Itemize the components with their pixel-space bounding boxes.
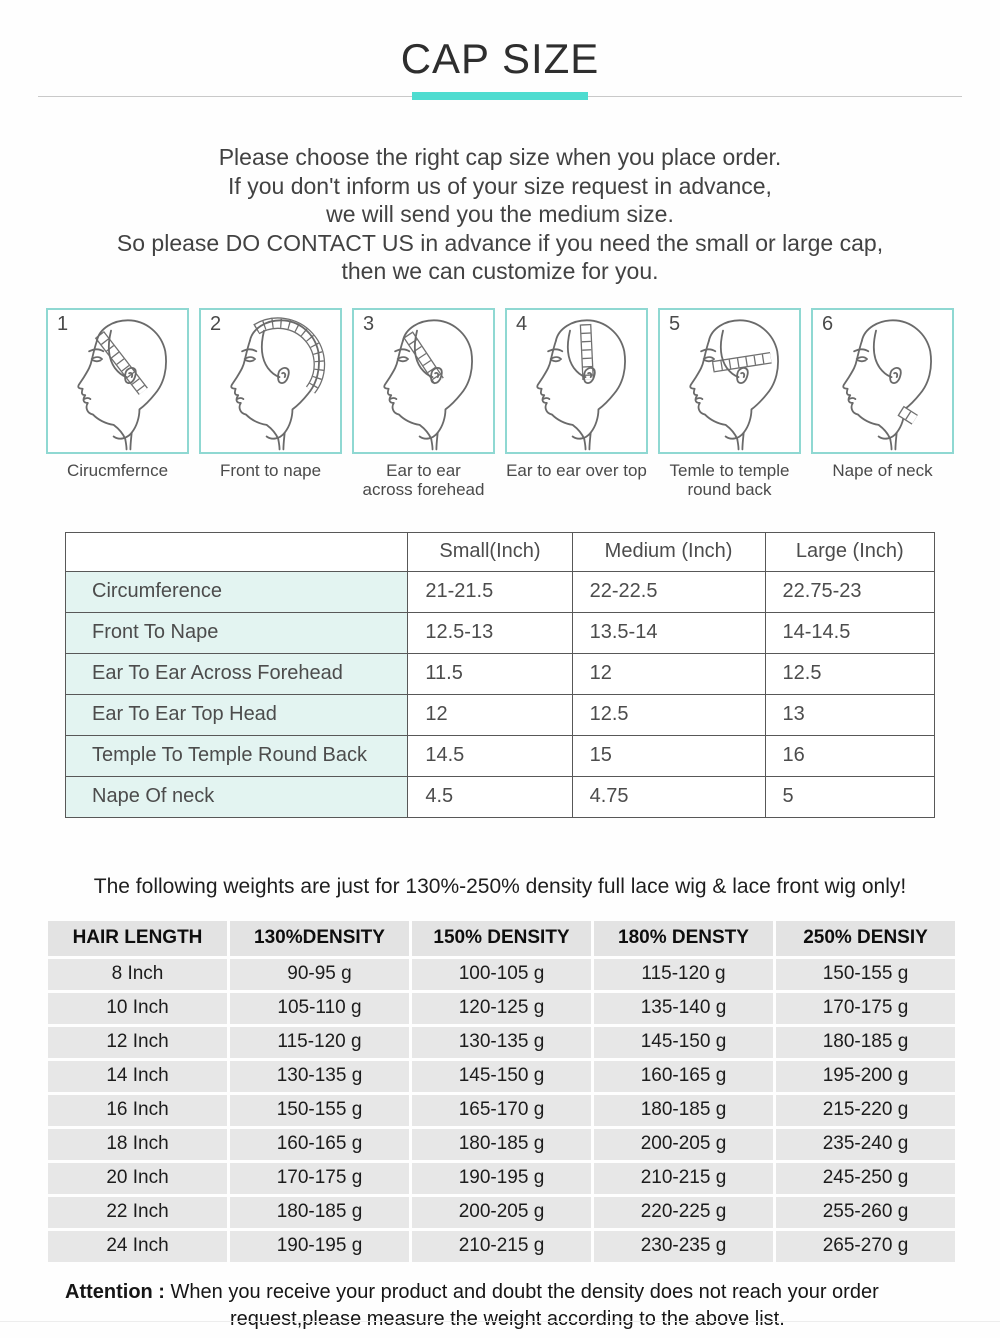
weight-value: 210-215 g xyxy=(594,1163,773,1194)
diagram-temple-to-temple xyxy=(658,308,801,499)
diagram-label: Cirucmfernce xyxy=(66,460,169,480)
size-table-column-header: Small(Inch) xyxy=(408,532,572,571)
weight-table-row xyxy=(48,1129,955,1160)
title-accent-bar xyxy=(412,92,588,100)
weight-table-row xyxy=(48,959,955,990)
weight-row-length: 22 Inch xyxy=(48,1197,227,1228)
head-diagram-3 xyxy=(352,308,495,454)
attention-label: Attention : xyxy=(65,1280,165,1303)
weight-value: 100-105 g xyxy=(412,959,591,990)
intro-line: If you don't inform us of your size request in advance, xyxy=(228,172,772,199)
weight-value: 120-125 g xyxy=(412,993,591,1024)
weight-table-row xyxy=(48,1061,955,1092)
head-profile-circumference-illustration xyxy=(48,310,187,452)
weight-value: 210-215 g xyxy=(412,1231,591,1262)
size-value-large: 22.75-23 xyxy=(765,571,934,612)
weight-value: 220-225 g xyxy=(594,1197,773,1228)
head-diagram-5 xyxy=(658,308,801,454)
intro-text xyxy=(0,143,1000,286)
diagram-label: Ear to ear across forehead xyxy=(362,460,485,499)
size-value-large: 5 xyxy=(765,776,934,817)
diagram-ear-to-ear-over-top xyxy=(505,308,648,480)
size-row-label: Nape Of neck xyxy=(66,776,408,817)
size-table-header-row xyxy=(66,532,935,571)
head-profile-over-top-illustration xyxy=(507,310,646,452)
diagram-ear-to-ear-forehead xyxy=(352,308,495,499)
weight-table xyxy=(45,918,958,1265)
weight-row-length: 16 Inch xyxy=(48,1095,227,1126)
weight-value: 190-195 g xyxy=(230,1231,409,1262)
intro-line: So please DO CONTACT US in advance if you need the small or large cap, xyxy=(116,229,884,256)
size-table-row xyxy=(66,694,935,735)
intro-line: Please choose the right cap size when you place order. xyxy=(218,144,782,170)
diagram-front-to-nape xyxy=(199,308,342,480)
size-table-row xyxy=(66,776,935,817)
attention-note xyxy=(65,1279,952,1333)
weight-note: The following weights are just for 130%-250% density full lace wig & lace front wig only! xyxy=(93,874,907,898)
size-row-label: Ear To Ear Top Head xyxy=(66,694,408,735)
head-profile-front-nape-illustration xyxy=(201,310,340,452)
diagram-number: 1 xyxy=(57,312,69,335)
diagram-label: Nape of neck xyxy=(832,460,933,480)
weight-value: 170-175 g xyxy=(776,993,955,1024)
weight-value: 165-170 g xyxy=(412,1095,591,1126)
size-value-small: 12.5-13 xyxy=(408,612,572,653)
measurement-diagrams xyxy=(46,308,954,499)
weight-table-row xyxy=(48,1163,955,1194)
size-value-large: 14-14.5 xyxy=(765,612,934,653)
size-value-medium: 15 xyxy=(572,735,765,776)
head-profile-ear-forehead-illustration xyxy=(354,310,493,452)
weight-value: 150-155 g xyxy=(776,959,955,990)
size-table-row xyxy=(66,653,935,694)
weight-table-header-row xyxy=(48,921,955,956)
size-value-medium: 12.5 xyxy=(572,694,765,735)
weight-value: 115-120 g xyxy=(230,1027,409,1058)
weight-value: 160-165 g xyxy=(594,1061,773,1092)
size-value-small: 12 xyxy=(408,694,572,735)
diagram-number: 3 xyxy=(363,312,375,335)
weight-value: 90-95 g xyxy=(230,959,409,990)
attention-text: When you receive your product and doubt the density does not reach your order request,please measure the weight according to the above list. xyxy=(170,1280,879,1330)
size-table-column-header: Large (Inch) xyxy=(765,532,934,571)
diagram-number: 6 xyxy=(822,312,834,335)
weight-value: 230-235 g xyxy=(594,1231,773,1262)
diagram-label: Temle to temple round back xyxy=(669,460,790,499)
weight-column-header: 130%DENSITY xyxy=(230,921,409,956)
size-row-label: Ear To Ear Across Forehead xyxy=(66,653,408,694)
weight-column-header: 250% DENSIY xyxy=(776,921,955,956)
diagram-number: 2 xyxy=(210,312,222,335)
intro-line: then we can customize for you. xyxy=(341,258,659,284)
weight-table-row xyxy=(48,1231,955,1262)
size-table-column-header: Medium (Inch) xyxy=(572,532,765,571)
weight-column-header: HAIR LENGTH xyxy=(48,921,227,956)
weight-value: 130-135 g xyxy=(230,1061,409,1092)
title-divider xyxy=(38,96,962,97)
weight-table-body xyxy=(48,921,955,1262)
diagram-number: 4 xyxy=(516,312,528,335)
diagram-number: 5 xyxy=(669,312,681,335)
weight-row-length: 24 Inch xyxy=(48,1231,227,1262)
weight-value: 180-185 g xyxy=(230,1197,409,1228)
size-value-small: 21-21.5 xyxy=(408,571,572,612)
weight-value: 265-270 g xyxy=(776,1231,955,1262)
head-diagram-2 xyxy=(199,308,342,454)
weight-value: 235-240 g xyxy=(776,1129,955,1160)
size-value-small: 11.5 xyxy=(408,653,572,694)
weight-row-length: 14 Inch xyxy=(48,1061,227,1092)
weight-row-length: 8 Inch xyxy=(48,959,227,990)
weight-row-length: 12 Inch xyxy=(48,1027,227,1058)
weight-value: 135-140 g xyxy=(594,993,773,1024)
size-table-row xyxy=(66,735,935,776)
weight-value: 245-250 g xyxy=(776,1163,955,1194)
intro-line: we will send you the medium size. xyxy=(326,201,674,227)
size-table-row xyxy=(66,571,935,612)
diagram-circumference xyxy=(46,308,189,480)
size-row-label: Front To Nape xyxy=(66,612,408,653)
size-table-body xyxy=(66,532,935,817)
head-profile-temple-illustration xyxy=(660,310,799,452)
diagram-label: Front to nape xyxy=(219,460,322,480)
size-table-corner-cell xyxy=(66,532,408,571)
cap-size-table xyxy=(65,532,935,818)
size-value-medium: 22-22.5 xyxy=(572,571,765,612)
weight-value: 215-220 g xyxy=(776,1095,955,1126)
head-diagram-6 xyxy=(811,308,954,454)
weight-table-row xyxy=(48,993,955,1024)
head-diagram-1 xyxy=(46,308,189,454)
weight-table-row xyxy=(48,1027,955,1058)
size-value-large: 13 xyxy=(765,694,934,735)
weight-value: 180-185 g xyxy=(412,1129,591,1160)
size-value-medium: 4.75 xyxy=(572,776,765,817)
size-row-label: Temple To Temple Round Back xyxy=(66,735,408,776)
weight-value: 115-120 g xyxy=(594,959,773,990)
weight-value: 130-135 g xyxy=(412,1027,591,1058)
weight-value: 170-175 g xyxy=(230,1163,409,1194)
weight-value: 160-165 g xyxy=(230,1129,409,1160)
size-value-medium: 13.5-14 xyxy=(572,612,765,653)
diagram-label: Ear to ear over top xyxy=(506,460,647,480)
size-table-row xyxy=(66,612,935,653)
weight-value: 180-185 g xyxy=(776,1027,955,1058)
head-diagram-4 xyxy=(505,308,648,454)
weight-value: 180-185 g xyxy=(594,1095,773,1126)
weight-row-length: 18 Inch xyxy=(48,1129,227,1160)
weight-column-header: 180% DENSTY xyxy=(594,921,773,956)
weight-row-length: 10 Inch xyxy=(48,993,227,1024)
bottom-divider xyxy=(0,1321,1000,1322)
size-value-small: 4.5 xyxy=(408,776,572,817)
weight-value: 190-195 g xyxy=(412,1163,591,1194)
size-value-large: 16 xyxy=(765,735,934,776)
size-value-small: 14.5 xyxy=(408,735,572,776)
head-profile-nape-illustration xyxy=(813,310,952,452)
weight-value: 150-155 g xyxy=(230,1095,409,1126)
weight-value: 145-150 g xyxy=(594,1027,773,1058)
weight-table-row xyxy=(48,1197,955,1228)
diagram-nape-of-neck xyxy=(811,308,954,480)
weight-value: 145-150 g xyxy=(412,1061,591,1092)
weight-value: 105-110 g xyxy=(230,993,409,1024)
weight-value: 200-205 g xyxy=(412,1197,591,1228)
weight-value: 200-205 g xyxy=(594,1129,773,1160)
weight-value: 255-260 g xyxy=(776,1197,955,1228)
page-title: CAP SIZE xyxy=(400,35,600,82)
weight-table-row xyxy=(48,1095,955,1126)
size-value-medium: 12 xyxy=(572,653,765,694)
weight-column-header: 150% DENSITY xyxy=(412,921,591,956)
size-value-large: 12.5 xyxy=(765,653,934,694)
weight-row-length: 20 Inch xyxy=(48,1163,227,1194)
size-row-label: Circumference xyxy=(66,571,408,612)
weight-value: 195-200 g xyxy=(776,1061,955,1092)
